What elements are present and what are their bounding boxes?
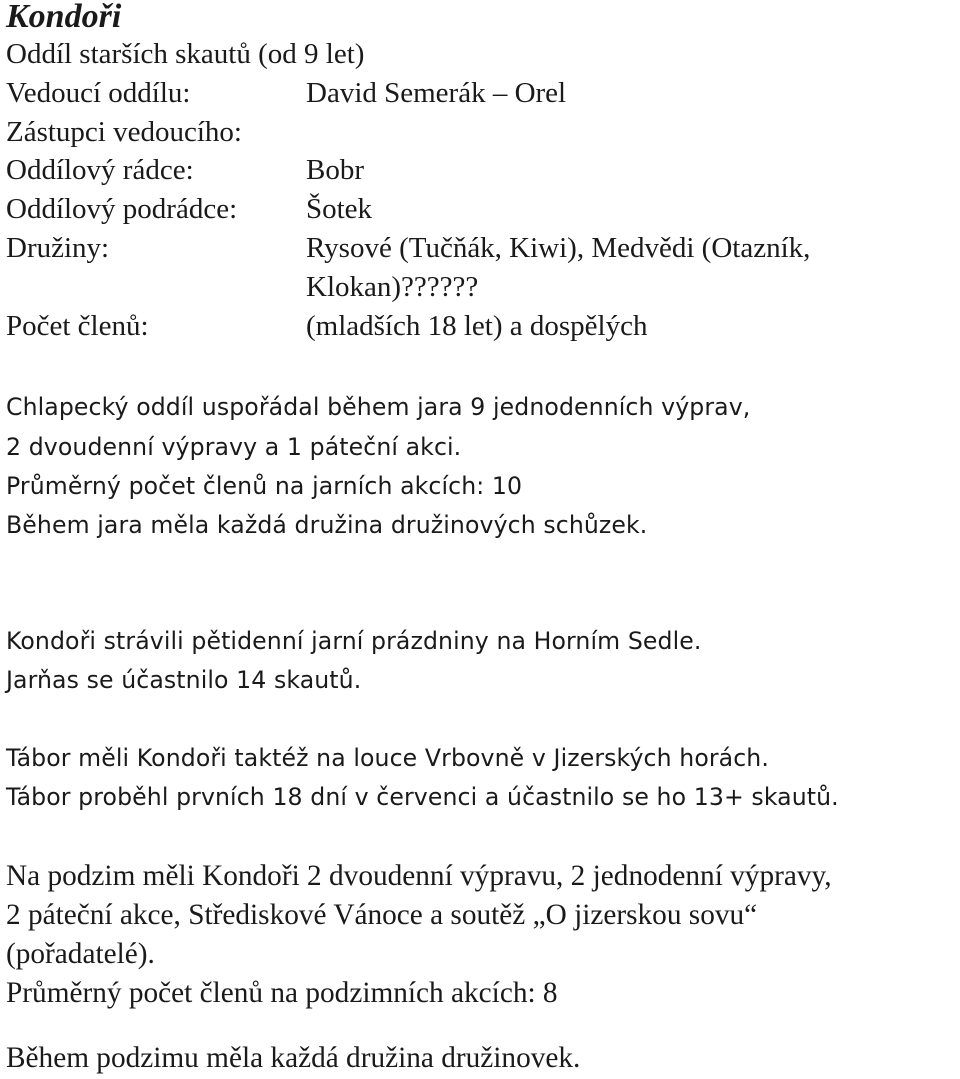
info-value-leader-scout: Bobr: [306, 154, 364, 186]
spring-line-4: Během jara měla každá družina družinových schůzek.: [6, 511, 648, 539]
autumn-line-2: 2 páteční akce, Střediskové Vánoce a soutěž „O jizerskou sovu“: [6, 899, 758, 931]
holidays-line-2: Jarňas se účastnilo 14 skautů.: [6, 666, 362, 694]
info-label-patrols: Družiny:: [6, 232, 110, 264]
spring-line-2: 2 dvoudenní výpravy a 1 páteční akci.: [6, 433, 462, 461]
autumn-line-3: (pořadatelé).: [6, 938, 155, 970]
info-value-patrols: Rysové (Tučňák, Kiwi), Medvědi (Otazník,: [306, 232, 811, 264]
spring-line-1: Chlapecký oddíl uspořádal během jara 9 jednodenních výprav,: [6, 393, 751, 421]
info-value-leader: David Semerák – Orel: [306, 77, 567, 109]
holidays-line-1: Kondoři strávili pětidenní jarní prázdniny na Horním Sedle.: [6, 627, 702, 655]
info-label-member-count: Počet členů:: [6, 310, 149, 342]
spring-line-3: Průměrný počet členů na jarních akcích: 10: [6, 472, 523, 500]
info-value-member-count: (mladších 18 let) a dospělých: [306, 310, 648, 342]
info-label-leader: Vedoucí oddílu:: [6, 77, 191, 109]
info-label-deputies: Zástupci vedoucího:: [6, 116, 242, 148]
info-value-sub-leader: Šotek: [306, 193, 373, 225]
camp-line-1: Tábor měli Kondoři taktéž na louce Vrbovně v Jizerských horách.: [6, 744, 769, 772]
autumn-line-4: Průměrný počet členů na podzimních akcích: 8: [6, 977, 558, 1009]
info-label-leader-scout: Oddílový rádce:: [6, 154, 194, 186]
autumn-line-1: Na podzim měli Kondoři 2 dvoudenní výpravu, 2 jednodenní výpravy,: [6, 860, 832, 892]
closing-line: Během podzimu měla každá družina družinovek.: [6, 1042, 581, 1074]
camp-line-2: Tábor proběhl prvních 18 dní v červenci a účastnilo se ho 13+ skautů.: [6, 783, 839, 811]
subtitle: Oddíl starších skautů (od 9 let): [6, 38, 365, 70]
info-label-sub-leader: Oddílový podrádce:: [6, 193, 238, 225]
info-value-patrols-continued: Klokan)??????: [306, 271, 479, 303]
page-title: Kondoři: [6, 0, 122, 35]
